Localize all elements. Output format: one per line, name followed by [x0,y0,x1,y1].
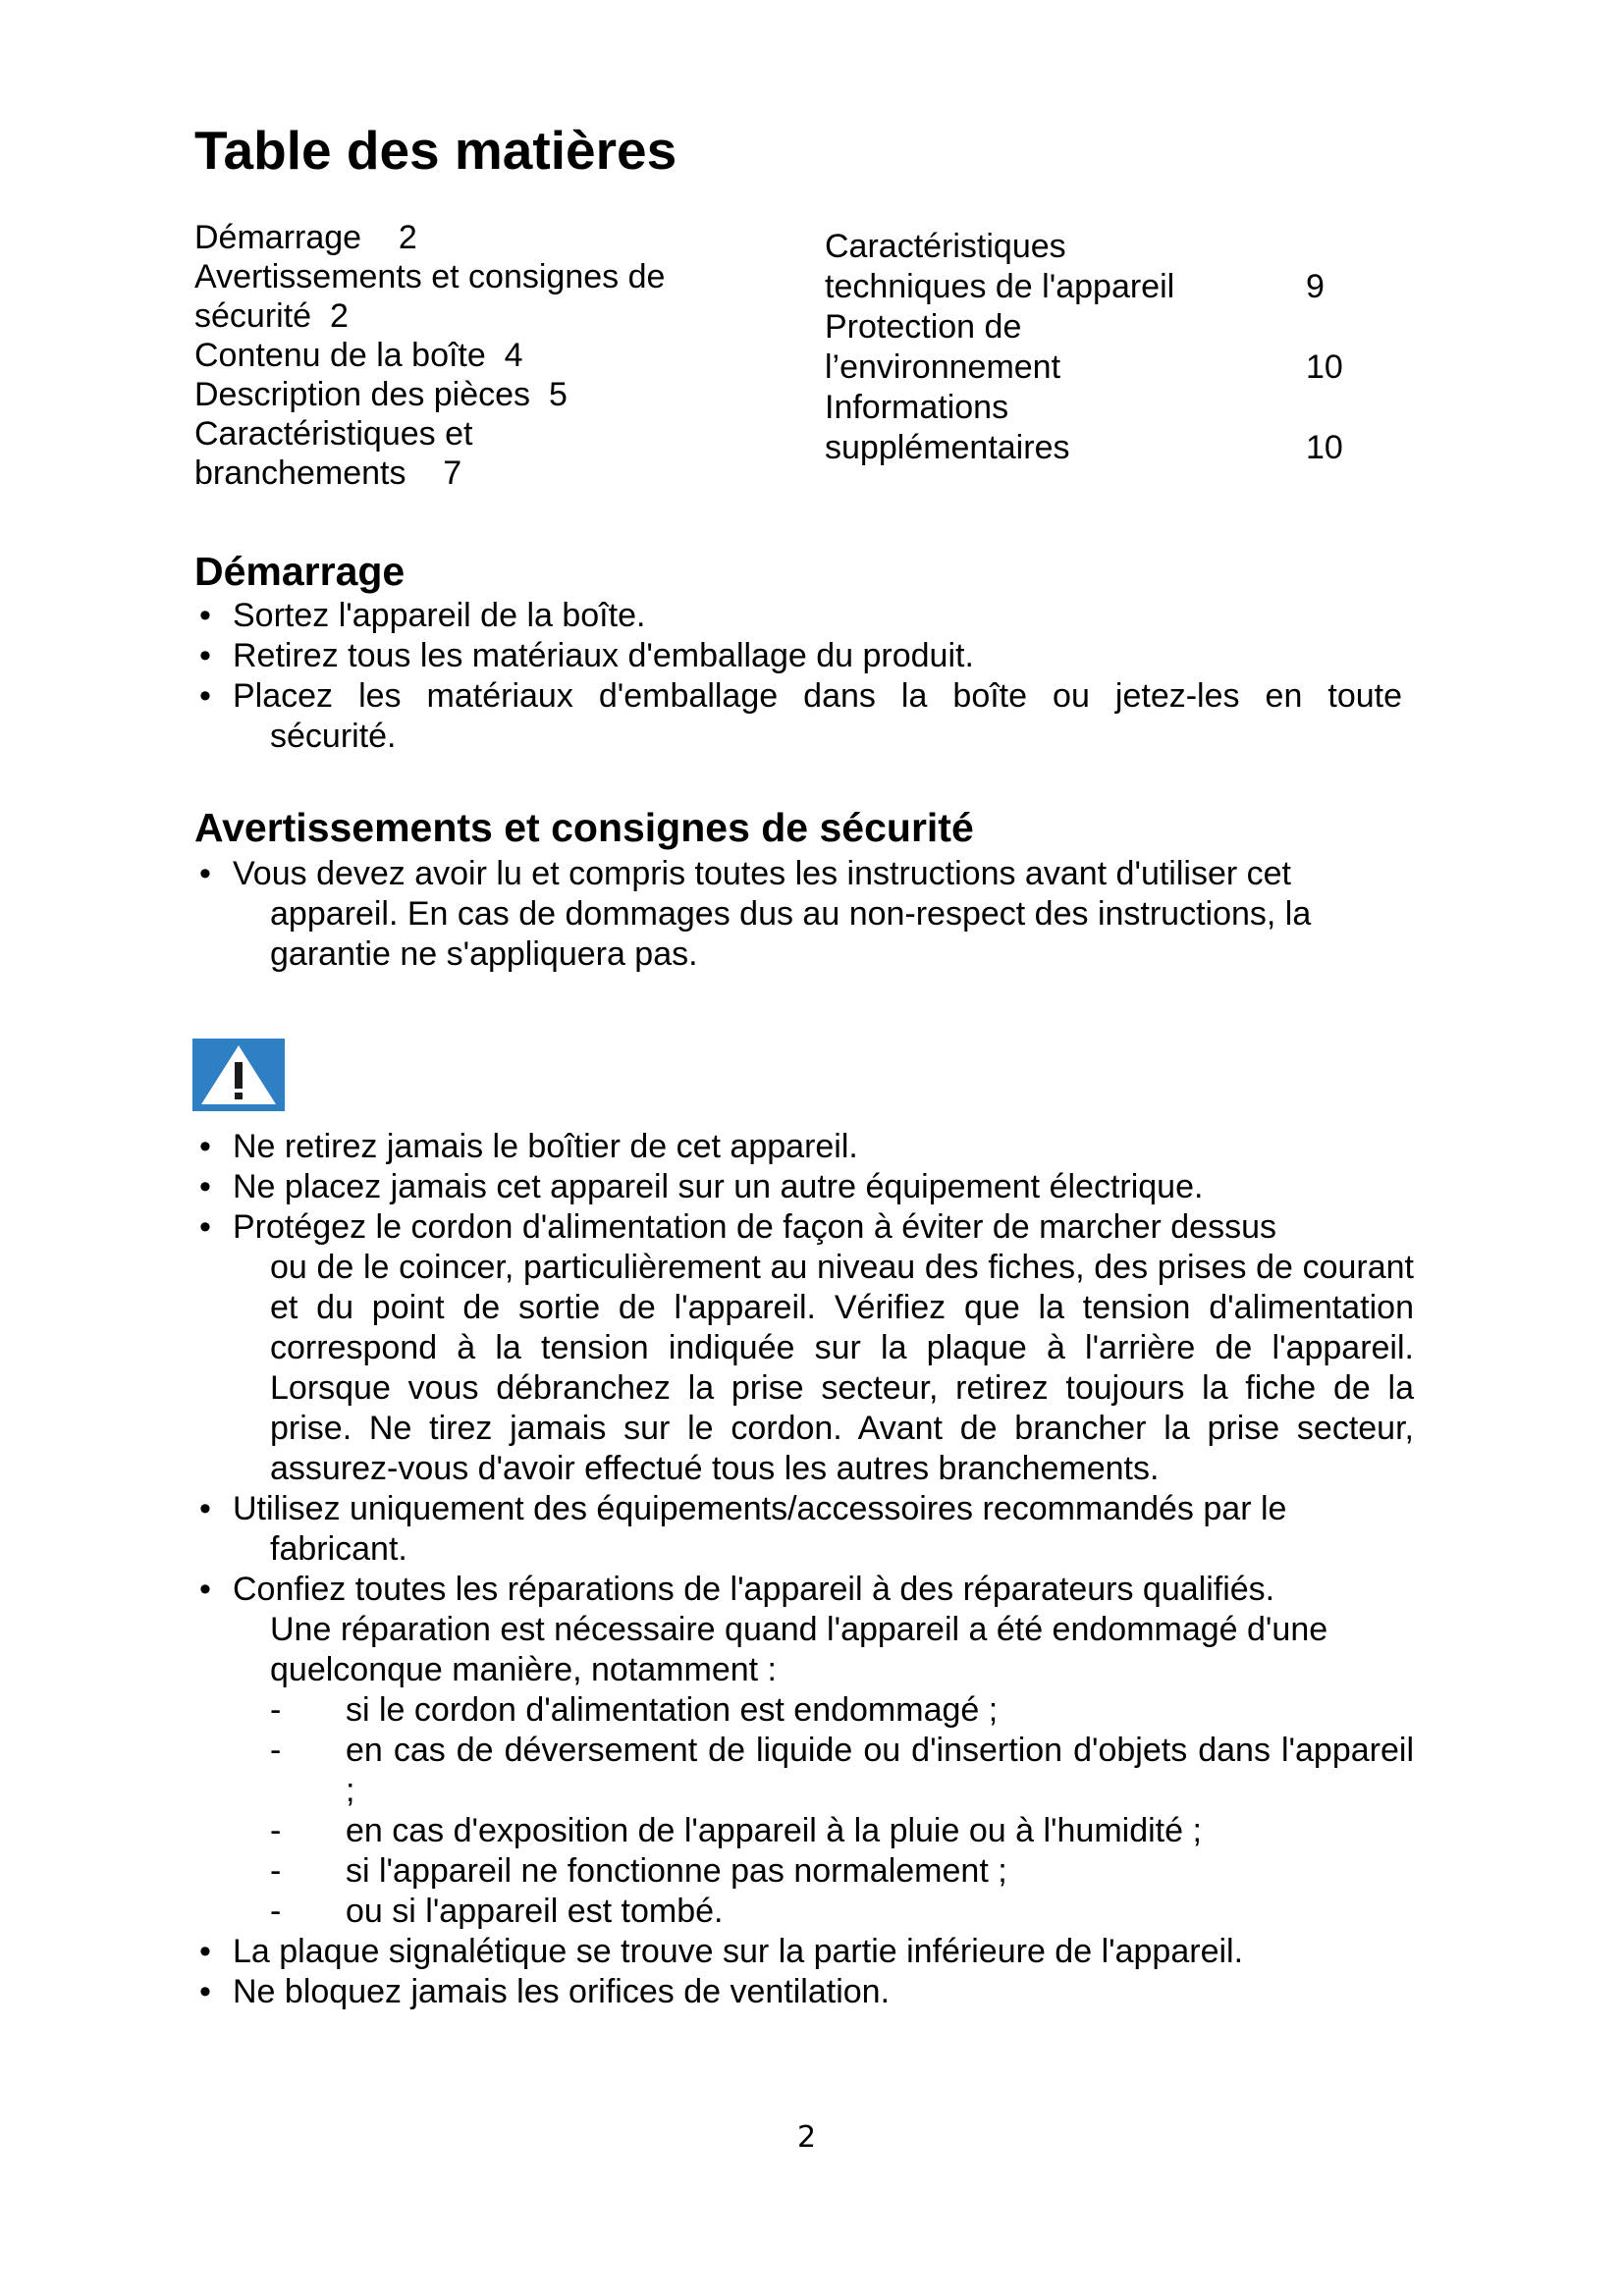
list-item-continuation: Une réparation est nécessaire quand l'appareil a été endommagé d'une quelconque manière, notamment : [270,1611,1328,1688]
warning-triangle-icon [192,1039,285,1111]
toc-entry: sécurité 2 [194,297,349,335]
list-item [194,676,1402,757]
bullet-icon: • [199,1208,211,1246]
sub-list-item-text: ou si l'appareil est tombé. [346,1893,724,1930]
bullet-icon: • [199,855,211,892]
dash-marker: - [270,1812,282,1849]
toc-entry [825,307,1355,347]
toc-entry [825,227,1355,267]
toc-right-column [825,227,1355,468]
sub-list-item [233,1731,1414,1811]
list-item-text: Ne bloquez jamais les orifices de ventilation. [233,1973,891,2010]
sub-list-item-text: en cas d'exposition de l'appareil à la pluie ou à l'humidité ; [346,1812,1202,1849]
toc-entry-text: Caractéristiques [825,228,1066,265]
list-item [194,1167,1414,1207]
sub-list-item-text: en cas de déversement de liquide ou d'insertion d'objets dans l'appareil ; [346,1732,1414,1809]
list-item-text: Placez les matériaux d'emballage dans la boîte ou jetez-les en toute [233,677,1402,715]
section-heading-demarrage: Démarrage [194,549,406,594]
toc-entry-text: l’environnement [825,348,1061,386]
page-title: Table des matières [194,120,677,181]
list-item-text: Ne retirez jamais le boîtier de cet appareil. [233,1128,858,1165]
list-item-continuation: ou de le coincer, particulièrement au niveau des fiches, des prises de courant et du point de sortie de l'appareil. Vérifiez que la tension d'alimentation correspond à la tension indiquée sur la plaque à l'arrière de l'appareil. Lorsque vous débranchez la prise secteur, retirez toujours la fiche de la prise. Ne tirez jamais sur le cordon. Avant de brancher la prise secteur, assurez-vous d'avoir effectué tous les autres branchements. [270,1249,1414,1487]
toc-entry: Contenu de la boîte 4 [194,337,523,374]
dash-marker: - [270,1893,282,1930]
toc-entry [825,267,1355,307]
toc-left-column [194,218,744,493]
list-item-text: Protégez le cordon d'alimentation de façon à éviter de marcher dessus [233,1208,1276,1246]
section-heading-avertissements: Avertissements et consignes de sécurité [194,805,974,850]
toc-entry-text: Informations [825,389,1009,426]
page-number: 2 [797,2120,817,2155]
toc-entry-page: 10 [1306,348,1343,386]
list-item-text: Vous devez avoir lu et compris toutes les instructions avant d'utiliser cet [233,855,1292,892]
list-item-continuation: fabricant. [270,1530,407,1568]
sub-list-item [233,1811,1414,1851]
bullet-icon: • [199,1128,211,1165]
toc-entry: Avertissements et consignes de [194,258,666,295]
list-item-text: Utilisez uniquement des équipements/accessoires recommandés par le [233,1490,1287,1527]
toc-entry-page: 9 [1306,268,1325,305]
list-item-continuation: sécurité. [270,718,397,755]
toc-entry: Démarrage 2 [194,219,417,256]
avertissements-list [194,1127,1414,2012]
toc-entry [825,428,1355,468]
toc-entry-text: Protection de [825,308,1022,346]
repair-cases-list [233,1690,1414,1932]
toc-entry [825,388,1355,428]
list-item-text: Retirez tous les matériaux d'emballage du produit. [233,637,974,674]
sub-list-item-text: si l'appareil ne fonctionne pas normalement ; [346,1852,1007,1890]
list-item [194,1127,1414,1167]
demarrage-list [194,596,1402,757]
sub-list-item [233,1690,1414,1731]
list-item-continuation: appareil. En cas de dommages dus au non-respect des instructions, la garantie ne s'appliquera pas. [270,895,1312,973]
toc-entry-text: techniques de l'appareil [825,268,1175,305]
toc-entry: branchements 7 [194,454,462,492]
bullet-icon: • [199,1933,211,1970]
dash-marker: - [270,1691,282,1729]
bullet-icon: • [199,1168,211,1205]
list-item [194,1207,1414,1489]
sub-list-item-text: si le cordon d'alimentation est endommagé ; [346,1691,999,1729]
toc-entry-page: 10 [1306,429,1343,466]
toc-entry-text: supplémentaires [825,429,1070,466]
sub-list-item [233,1892,1414,1932]
list-item-text: La plaque signalétique se trouve sur la partie inférieure de l'appareil. [233,1933,1244,1970]
bullet-icon: • [199,1973,211,2010]
list-item-text: Ne placez jamais cet appareil sur un autre équipement électrique. [233,1168,1204,1205]
list-item-text: Confiez toutes les réparations de l'appareil à des réparateurs qualifiés. [233,1571,1275,1608]
toc-entry: Caractéristiques et [194,415,473,453]
list-item [194,596,1402,636]
list-item-text: Sortez l'appareil de la boîte. [233,597,646,634]
list-item [194,636,1402,676]
list-item [194,1489,1414,1570]
sub-list-item [233,1851,1414,1892]
list-item [194,1932,1414,1972]
toc-entry: Description des pièces 5 [194,376,568,413]
toc-entry [825,347,1355,388]
dash-marker: - [270,1732,282,1769]
dash-marker: - [270,1852,282,1890]
bullet-icon: • [199,637,211,674]
avertissements-intro-list [194,854,1402,975]
bullet-icon: • [199,677,211,715]
bullet-icon: • [199,597,211,634]
bullet-icon: • [199,1571,211,1608]
list-item [194,1570,1414,1932]
list-item [194,854,1402,975]
bullet-icon: • [199,1490,211,1527]
list-item [194,1972,1414,2012]
